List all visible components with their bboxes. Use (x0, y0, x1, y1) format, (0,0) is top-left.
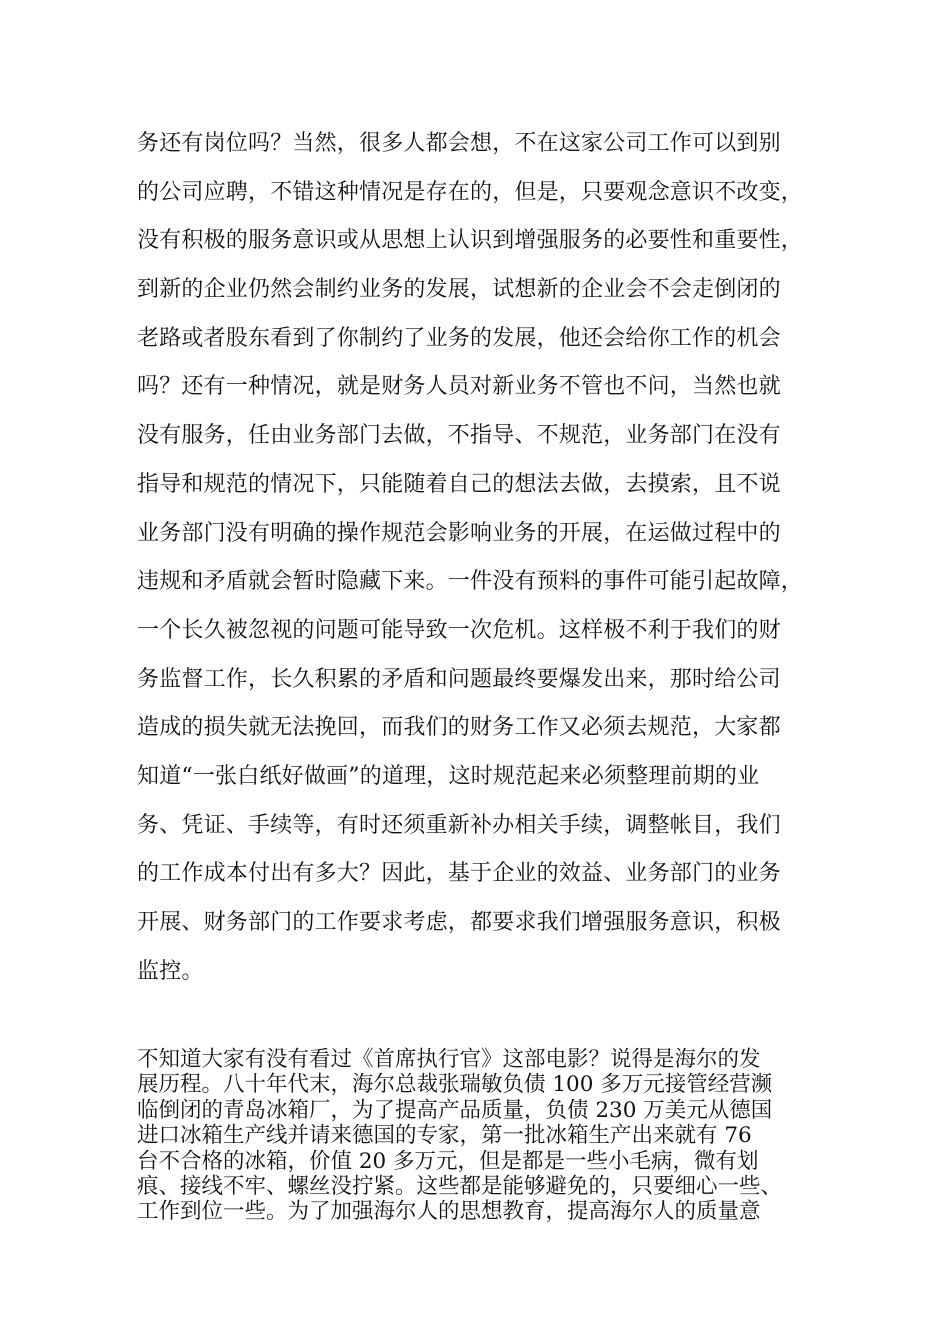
text-line: 临倒闭的青岛冰箱厂，为了提高产品质量，负债 230 万美元从德国 (137, 1097, 773, 1123)
text-line: 监控。 (137, 958, 204, 984)
text-line: 的工作成本付出有多大？因此，基于企业的效益、业务部门的业务 (137, 861, 781, 887)
text-line: 一个长久被忽视的问题可能导致一次危机。这样极不利于我们的财 (137, 617, 781, 643)
paragraph-1 (137, 120, 827, 996)
text-line: 指导和规范的情况下，只能随着自己的想法去做，去摸索，且不说 (137, 471, 781, 497)
text-line: 开展、财务部门的工作要求考虑，都要求我们增强服务意识，积极 (137, 910, 781, 935)
text-line: 吗？还有一种情况，就是财务人员对新业务不管也不问，当然也就 (137, 374, 781, 400)
text-line: 的公司应聘，不错这种情况是存在的，但是，只要观念意识不改变， (137, 179, 804, 205)
text-line: 老路或者股东看到了你制约了业务的发展，他还会给你工作的机会 (137, 325, 781, 351)
text-line: 展历程。八十年代末，海尔总裁张瑞敏负债 100 多万元接管经营濒 (137, 1072, 773, 1098)
text-line: 工作到位一些。为了加强海尔人的思想教育，提高海尔人的质量意 (137, 1199, 761, 1225)
text-line: 务还有岗位吗？当然，很多人都会想，不在这家公司工作可以到别 (137, 131, 781, 156)
text-line: 业务部门没有明确的操作规范会影响业务的开展，在运做过程中的 (137, 520, 781, 546)
text-line: 没有积极的服务意识或从思想上认识到增强服务的必要性和重要性， (137, 228, 804, 254)
text-line: 痕、接线不牢、螺丝没拧紧。这些都是能够避免的，只要细心一些、 (137, 1173, 783, 1199)
text-line: 进口冰箱生产线并请来德国的专家，第一批冰箱生产出来就有 76 (137, 1123, 752, 1149)
paragraph-2 (137, 1047, 837, 1225)
text-line: 务、凭证、手续等，有时还须重新补办相关手续，调整帐目，我们 (137, 812, 781, 838)
text-line: 知道“一张白纸好做画”的道理，这时规范起来必须整理前期的业 (137, 763, 760, 789)
text-line: 务监督工作，长久积累的矛盾和问题最终要爆发出来，那时给公司 (137, 666, 781, 692)
text-line: 台不合格的冰箱，价值 20 多万元，但是都是一些小毛病，微有划 (137, 1148, 759, 1174)
text-line: 没有服务，任由业务部门去做，不指导、不规范，业务部门在没有 (137, 423, 781, 449)
text-line: 违规和矛盾就会暂时隐藏下来。一件没有预料的事件可能引起故障， (137, 569, 804, 595)
text-line: 不知道大家有没有看过《首席执行官》这部电影？说得是海尔的发 (137, 1047, 761, 1072)
text-line: 造成的损失就无法挽回，而我们的财务工作又必须去规范，大家都 (137, 715, 781, 741)
text-line: 到新的企业仍然会制约业务的发展，试想新的企业会不会走倒闭的 (137, 277, 781, 303)
